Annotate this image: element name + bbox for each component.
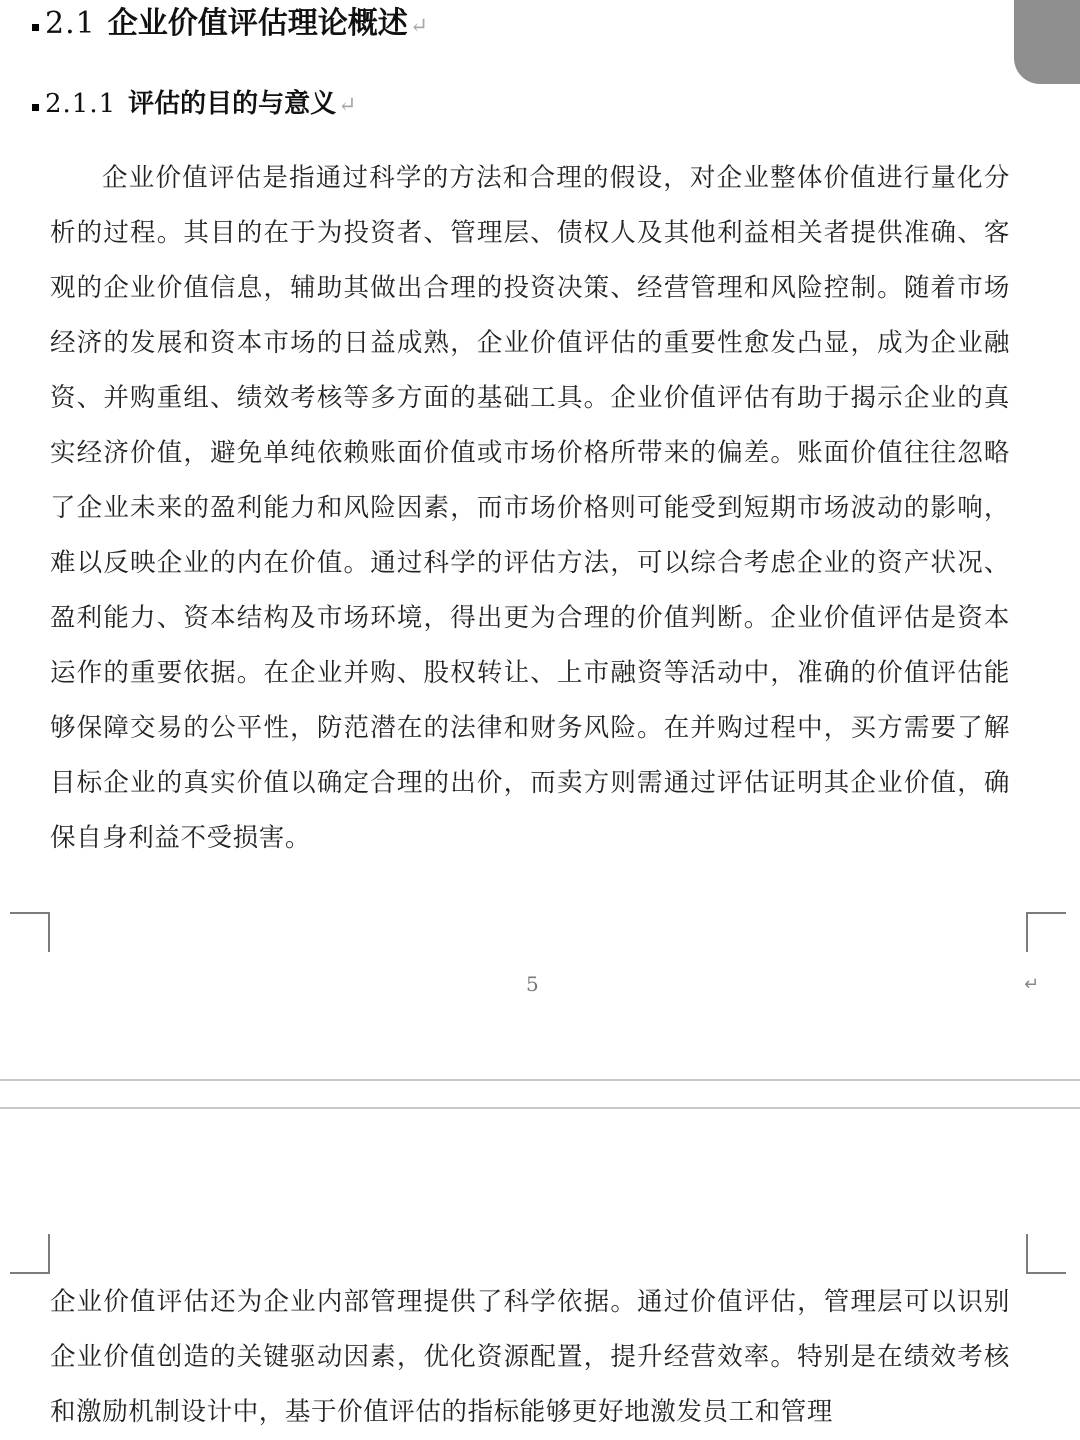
heading-bullet-icon: [32, 24, 39, 31]
margin-corner-mark: [10, 1234, 50, 1274]
paragraph-mark-icon: ↵: [409, 14, 429, 39]
page-shadow-corner: [1014, 0, 1080, 84]
section-heading-2-1[interactable]: [32, 6, 428, 45]
paragraph-mark-icon: ↵: [338, 93, 357, 118]
body-paragraph-1[interactable]: 企业价值评估是指通过科学的方法和合理的假设，对企业整体价值进行量化分析的过程。其目的在于为投资者、管理层、债权人及其他利益相关者提供准确、客观的企业价值信息，辅助其做出合理的投资决策、经营管理和风险控制。随着市场经济的发展和资本市场的日益成熟，企业价值评估的重要性愈发凸显，成为企业融资、并购重组、绩效考核等多方面的基础工具。企业价值评估有助于揭示企业的真实经济价值，避免单纯依赖账面价值或市场价格所带来的偏差。账面价值往往忽略了企业未来的盈利能力和风险因素，而市场价格则可能受到短期市场波动的影响，难以反映企业的内在价值。通过科学的评估方法，可以综合考虑企业的资产状况、盈利能力、资本结构及市场环境，得出更为合理的价值判断。企业价值评估是资本运作的重要依据。在企业并购、股权转让、上市融资等活动中，准确的价值评估能够保障交易的公平性，防范潜在的法律和财务风险。在并购过程中，买方需要了解目标企业的真实价值以确定合理的出价，而卖方则需通过评估证明其企业价值，确保自身利益不受损害。: [50, 163, 1010, 853]
body-paragraph-2[interactable]: 企业价值评估还为企业内部管理提供了科学依据。通过价值评估，管理层可以识别企业价值创造的关键驱动因素，优化资源配置，提升经营效率。特别是在绩效考核和激励机制设计中，基于价值评估的指标能够更好地激发员工和管理: [50, 1287, 1010, 1427]
section-heading-2-1-1[interactable]: [32, 88, 357, 122]
margin-corner-mark: [10, 912, 50, 952]
margin-corner-mark: [1026, 912, 1066, 952]
heading-number: 2.1: [45, 6, 96, 41]
heading-title: 评估的目的与意义: [128, 89, 337, 119]
page-number: 5: [526, 972, 539, 996]
heading-number: 2.1.1: [45, 89, 117, 119]
margin-corner-mark: [1026, 1234, 1066, 1274]
heading-title: 企业价值评估理论概述: [107, 6, 408, 41]
paragraph-mark-icon: ↵: [1024, 974, 1040, 995]
heading-bullet-icon: [32, 104, 39, 111]
page-break-gap: [0, 1079, 1080, 1109]
